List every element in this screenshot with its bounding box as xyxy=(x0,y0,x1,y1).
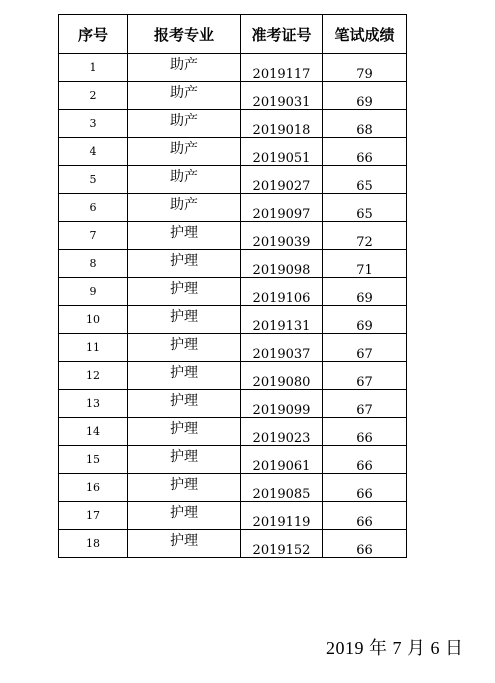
row-exam-number: 2019099 xyxy=(241,390,323,418)
row-index: 4 xyxy=(59,138,128,166)
table-row xyxy=(59,54,407,82)
row-index: 1 xyxy=(59,54,128,82)
row-exam-number: 2019018 xyxy=(241,110,323,138)
row-major: 助产 xyxy=(128,54,241,82)
row-major: 护理 xyxy=(128,390,241,418)
row-written-score: 67 xyxy=(323,390,407,418)
row-written-score: 67 xyxy=(323,334,407,362)
row-exam-number: 2019080 xyxy=(241,362,323,390)
row-index: 11 xyxy=(59,334,128,362)
table-row xyxy=(59,334,407,362)
row-exam-number: 2019051 xyxy=(241,138,323,166)
table-row xyxy=(59,278,407,306)
table-row xyxy=(59,82,407,110)
row-major: 助产 xyxy=(128,110,241,138)
row-exam-number: 2019152 xyxy=(241,530,323,558)
row-exam-number: 2019106 xyxy=(241,278,323,306)
table-row xyxy=(59,194,407,222)
row-index: 2 xyxy=(59,82,128,110)
row-exam-number: 2019027 xyxy=(241,166,323,194)
row-exam-number: 2019098 xyxy=(241,250,323,278)
row-index: 16 xyxy=(59,474,128,502)
row-written-score: 69 xyxy=(323,306,407,334)
table-row xyxy=(59,530,407,558)
table-row xyxy=(59,446,407,474)
row-written-score: 79 xyxy=(323,54,407,82)
row-written-score: 66 xyxy=(323,502,407,530)
row-index: 6 xyxy=(59,194,128,222)
row-exam-number: 2019031 xyxy=(241,82,323,110)
table-row xyxy=(59,110,407,138)
row-written-score: 66 xyxy=(323,418,407,446)
header-written-score: 笔试成绩 xyxy=(323,15,407,54)
row-exam-number: 2019061 xyxy=(241,446,323,474)
table-row xyxy=(59,166,407,194)
row-index: 3 xyxy=(59,110,128,138)
row-exam-number: 2019037 xyxy=(241,334,323,362)
row-major: 护理 xyxy=(128,446,241,474)
table-row xyxy=(59,502,407,530)
row-index: 5 xyxy=(59,166,128,194)
row-major: 护理 xyxy=(128,502,241,530)
row-major: 护理 xyxy=(128,418,241,446)
row-written-score: 66 xyxy=(323,446,407,474)
row-written-score: 65 xyxy=(323,194,407,222)
row-major: 助产 xyxy=(128,166,241,194)
header-index: 序号 xyxy=(59,15,128,54)
row-index: 14 xyxy=(59,418,128,446)
row-written-score: 66 xyxy=(323,474,407,502)
row-exam-number: 2019039 xyxy=(241,222,323,250)
table-row xyxy=(59,222,407,250)
row-written-score: 72 xyxy=(323,222,407,250)
row-written-score: 66 xyxy=(323,530,407,558)
row-exam-number: 2019119 xyxy=(241,502,323,530)
row-major: 护理 xyxy=(128,306,241,334)
row-index: 9 xyxy=(59,278,128,306)
document-date: 2019 年 7 月 6 日 xyxy=(326,638,464,658)
table-row xyxy=(59,362,407,390)
score-table xyxy=(58,14,407,558)
table-row xyxy=(59,474,407,502)
row-major: 护理 xyxy=(128,530,241,558)
row-major: 助产 xyxy=(128,138,241,166)
row-written-score: 65 xyxy=(323,166,407,194)
row-index: 10 xyxy=(59,306,128,334)
table-row xyxy=(59,138,407,166)
row-exam-number: 2019131 xyxy=(241,306,323,334)
row-major: 护理 xyxy=(128,362,241,390)
header-exam-number: 准考证号 xyxy=(241,15,323,54)
row-index: 7 xyxy=(59,222,128,250)
table-row xyxy=(59,250,407,278)
row-exam-number: 2019117 xyxy=(241,54,323,82)
row-major: 护理 xyxy=(128,222,241,250)
row-index: 15 xyxy=(59,446,128,474)
row-major: 护理 xyxy=(128,250,241,278)
row-written-score: 68 xyxy=(323,110,407,138)
table-header-row xyxy=(59,15,407,54)
row-major: 助产 xyxy=(128,194,241,222)
row-exam-number: 2019085 xyxy=(241,474,323,502)
row-major: 护理 xyxy=(128,334,241,362)
row-index: 17 xyxy=(59,502,128,530)
table-row xyxy=(59,418,407,446)
row-index: 12 xyxy=(59,362,128,390)
row-written-score: 66 xyxy=(323,138,407,166)
row-major: 护理 xyxy=(128,474,241,502)
row-index: 18 xyxy=(59,530,128,558)
row-written-score: 69 xyxy=(323,82,407,110)
row-written-score: 69 xyxy=(323,278,407,306)
table-row xyxy=(59,390,407,418)
row-written-score: 71 xyxy=(323,250,407,278)
header-major: 报考专业 xyxy=(128,15,241,54)
table-row xyxy=(59,306,407,334)
row-index: 8 xyxy=(59,250,128,278)
row-major: 助产 xyxy=(128,82,241,110)
row-exam-number: 2019023 xyxy=(241,418,323,446)
row-written-score: 67 xyxy=(323,362,407,390)
row-major: 护理 xyxy=(128,278,241,306)
row-exam-number: 2019097 xyxy=(241,194,323,222)
row-index: 13 xyxy=(59,390,128,418)
